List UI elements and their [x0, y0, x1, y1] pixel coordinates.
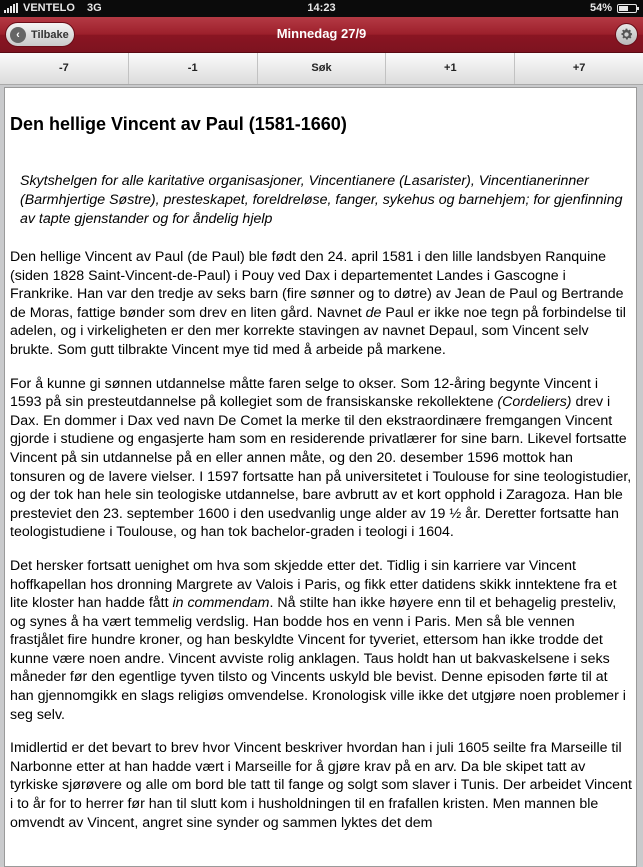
paragraph — [10, 248, 632, 360]
back-button-label: Tilbake — [31, 28, 69, 41]
patronage-text: Skytshelgen for alle karitative organisasjoner, Vincentianere (Lasarister), Vincentianerinner (Barmhjertige Søstre), presteskapet, foreldreløse, fanger, sykehus og barnehjem; for gjenfinning av tapte gjenstander og for åndelig hjelp — [20, 173, 623, 227]
minus-7-days-button[interactable]: -7 — [0, 53, 129, 84]
paragraph: Imidlertid er det bevart to brev hvor Vincent beskriver hvordan han i juli 1605 seilte fra Marseille til Narbonne etter at han hadde vært i Marseille for å gjøre krav på en arv. Da ble skipet tatt av tyrkiske sjørøvere og alle om bord ble tatt til fange og solgt som slaver i Tunis. Der arbeidet Vincent i to år for to herrer før han til slutt kom i husholdningen til en frafallen kristen. Men mannen ble omvendt av Vincent, angret sine synder og sammen lyktes det dem — [10, 740, 632, 831]
paragraph — [10, 375, 632, 542]
status-bar — [0, 0, 643, 17]
article-body — [10, 248, 632, 847]
paragraph-text: drev i Dax. En dommer i Dax ved navn De Comet la merke til den ekstraordinære fremgangen Vincent gjorde i studiene og engasjerte ham som en residerende privatlærer for sine barn. Likevel fortsatte Vincent på sin utdannelse på en eller annen måte, og den 20. desember 1596 mottok han tonsuren og de lavere vielser. I 1597 fortsatte han på universitetet i Toulouse for sine teologistudier, og der tok han hele sin teologiske utdannelse, bare avbrutt av et kort opphold i Zaragoza. Han ble presteviet den 23. september 1600 i den usedvanlig unge alder av 19 ½ år. Deretter fortsatte han teologistudiene i Toulouse, og han tok bachelor-graden i teologi i 1604. — [10, 394, 632, 541]
network-type: 3G — [86, 2, 102, 14]
status-right — [590, 2, 637, 14]
emphasis-text: in commendam — [172, 595, 270, 612]
paragraph-text: Det hersker fortsatt uenighet om hva som skjedde etter det. Tidlig i sin karriere var Vincent hoffkapellan hos dronning Margrete av Valois i Paris, og fikk etter datidens skikk inntektene fra et lite kloster han hadde fått — [10, 557, 617, 612]
emphasis-text: (Cordeliers) — [497, 394, 572, 411]
article-title: Den hellige Vincent av Paul (1581-1660) — [10, 114, 347, 134]
day-navigation-toolbar — [0, 53, 643, 85]
navigation-bar — [0, 17, 643, 53]
emphasis-text: de — [365, 304, 382, 321]
plus-7-days-button[interactable]: +7 — [572, 62, 586, 74]
article-view[interactable] — [4, 87, 637, 867]
carrier-name: VENTELO — [23, 2, 75, 14]
plus-1-day-button[interactable]: +1 — [386, 53, 515, 84]
settings-button[interactable] — [615, 23, 638, 46]
search-button[interactable]: Søk — [258, 53, 387, 84]
minus-1-day-button[interactable]: -1 — [129, 53, 258, 84]
gear-icon — [619, 27, 634, 42]
paragraph — [10, 557, 632, 724]
back-arrow-icon: ‹ — [10, 27, 26, 43]
paragraph-text: Paul er ikke noe tegn på forbindelse til adelen, og i virkeligheten er den mer korrekte stavingen av navnet Depaul, som Vincent selv brukte. Som gutt tilbrakte Vincent mye tid med å arbeide på markene. — [10, 304, 626, 358]
paragraph-text: . Nå stilte han ikke høyere enn til et behagelig presteliv, og synes å ha vært temmelig verdslig. Han bodde hos en venn i Paris. Men så ble vennen frastjålet fire hundre kroner, og han beskyldte Vincent for tyveriet, ettersom han ikke trodde det kunne være noen andre. Vincent avviste rolig anklagen. Taus holdt han ut bakvaskelsene i seks måneder før den egentlige tyven tilsto og Vincents uskyld ble bevist. Denne episoden førte til at han gjennomgikk en slags religiøs omvendelse. Kronologisk ville ikke det utgjøre noen problemer i seg selv. — [10, 595, 626, 723]
battery-percent: 54% — [589, 2, 612, 14]
battery-icon — [617, 4, 637, 13]
page-title: Minnedag 27/9 — [276, 26, 367, 41]
paragraph-text: For å kunne gi sønnen utdannelse måtte faren selge to okser. Som 12-åring begynte Vincent i 1593 på sin presteutdannelse på kollegiet som de fransiskanske rekollektene — [10, 375, 599, 411]
status-time: 14:23 — [307, 2, 336, 14]
paragraph-text: Den hellige Vincent av Paul (de Paul) ble født den 24. april 1581 i den lille landsbyen Ranquine (siden 1828 Saint-Vincent-de-Paul) i Pouy ved Dax i departementet Landes i Gascogne i Frankrike. Han var den tredje av seks barn (fire sønner og to døtre) av Jean de Paul og Bertrande de Moras, fattige bønder som drev en liten gård. Navnet — [10, 249, 624, 321]
